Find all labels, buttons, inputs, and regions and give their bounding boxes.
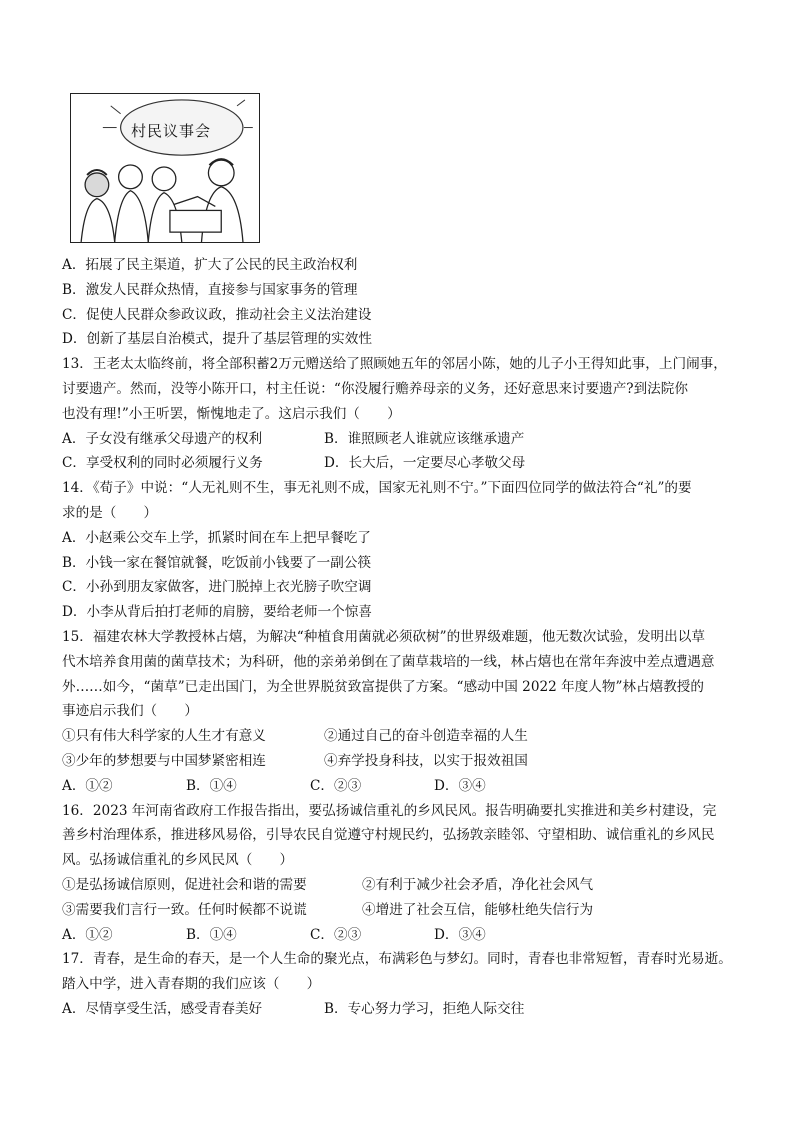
q16-statement-1: ①是弘扬诚信原则，促进社会和谐的需要 [62,876,307,893]
q15-stem-line-1: 15．福建农林大学教授林占熺，为解决“种植食用菌就必须砍树”的世界级难题，他无数次试验，发明出以草 [62,628,705,645]
q13-option-a: A．子女没有继承父母遗产的权利 [62,430,263,447]
q17-options-row-1 [62,997,762,1022]
village-council-cartoon [70,93,260,243]
q15-stem-line-3: 外……如今，“菌草”已走出国门，为全世界脱贫致富提供了方案。“感动中国 2022 年度人物”林占熺教授的 [62,678,704,695]
q12-option-d: D．创新了基层自治模式，提升了基层管理的实效性 [62,331,372,348]
q14-stem-line-1: 14．《荀子》中说：“人无礼则不生，事无礼则不成，国家无礼则不宁。”下面四位同学的做法符合“礼”的要 [62,480,692,497]
q13-stem-line-3: 也没有理!”小王听罢，惭愧地走了。这启示我们（ ） [62,405,401,422]
q17-option-b: B．专心努力学习，拒绝人际交往 [324,1000,525,1017]
q17-stem-line-2: 踏入中学，进入青春期的我们应该（ ） [62,976,321,993]
q15-option-b: B．①④ [186,777,237,794]
cartoon-drawing [71,94,259,242]
q17-stem-line-1: 17．青春，是生命的春天，是一个人生命的聚光点，布满彩色与梦幻。同时，青春也非常短暂，青春时光易逝。 [62,951,732,968]
q15-statement-2: ②通过自己的奋斗创造幸福的人生 [324,728,528,745]
q16-statements-row-1 [62,873,762,898]
q13-stem-line-2: 讨要遗产。然而，没等小陈开口，村主任说：“你没履行赡养母亲的义务，还好意思来讨要遗产?到法院你 [62,380,688,397]
q16-option-a: A．①② [62,926,113,943]
q12-option-b: B．激发人民群众热情，直接参与国家事务的管理 [62,281,358,298]
q14-option-d: D．小李从背后拍打老师的肩膀，要给老师一个惊喜 [62,604,372,621]
q15-statement-3: ③少年的梦想要与中国梦紧密相连 [62,752,266,769]
q14-option-c: C．小孙到朋友家做客，进门脱掉上衣光膀子吹空调 [62,579,372,596]
q16-stem-line-3: 风。弘扬诚信重礼的乡风民风（ ） [62,852,294,869]
q13-option-c: C．享受权利的同时必须履行义务 [62,455,263,472]
q13-option-b: B．谁照顾老人谁就应该继承遗产 [324,430,525,447]
q15-options-row [62,774,762,799]
q13-options-row-2 [62,451,762,476]
cartoon-caption: 村民议事会 [131,122,212,140]
q14-option-a: A．小赵乘公交车上学，抓紧时间在车上把早餐吃了 [62,529,371,546]
q15-option-a: A．①② [62,777,113,794]
q16-statements-row-2 [62,898,762,923]
q16-stem-line-1: 16．2023 年河南省政府工作报告指出，要弘扬诚信重礼的乡风民风。报告明确要扎实推进和美乡村建设，完 [62,802,717,819]
q12-option-a: A．拓展了民主渠道，扩大了公民的民主政治权利 [62,257,358,273]
q14-stem-line-2: 求的是（ ） [62,504,158,521]
q16-option-b: B．①④ [186,926,237,943]
q17-option-a: A．尽情享受生活，感受青春美好 [62,1000,263,1017]
q12-option-c: C．促使人民群众参政议政，推动社会主义法治建设 [62,306,372,323]
q16-statement-4: ④增进了社会互信，能够杜绝失信行为 [362,901,594,918]
q15-statements-row-2 [62,749,762,774]
q15-statement-1: ①只有伟大科学家的人生才有意义 [62,728,266,745]
q15-statements-row-1 [62,724,762,749]
q15-option-c: C．②③ [310,777,362,794]
q15-option-d: D．③④ [434,777,486,794]
q15-statement-4: ④弃学投身科技，以实于报效祖国 [324,752,528,769]
q16-option-c: C．②③ [310,926,362,943]
q16-statement-3: ③需要我们言行一致。任何时候都不说谎 [62,901,307,918]
q16-statement-2: ②有利于减少社会矛盾，净化社会风气 [362,876,594,893]
q15-stem-line-2: 代木培养食用菌的菌草技术；为科研，他的亲弟弟倒在了菌草栽培的一线，林占熺也在常年奔波中差点遭遇意 [62,653,715,670]
q14-option-b: B．小钱一家在餐馆就餐，吃饭前小钱要了一副公筷 [62,554,372,571]
q16-option-d: D．③④ [434,926,486,943]
q16-options-row [62,923,762,948]
q13-stem-line-1: 13．王老太太临终前，将全部积蓄2万元赠送给了照顾她五年的邻居小陈，她的儿子小王得知此事，上门闹事， [62,356,727,373]
question-content [62,253,762,1022]
q13-options-row-1 [62,427,762,452]
q16-stem-line-2: 善乡村治理体系，推进移风易俗，引导农民自觉遵守村规民约，弘扬敦亲睦邻、守望相助、诚信重礼的乡风民 [62,827,715,844]
q15-stem-line-4: 事迹启示我们（ ） [62,703,198,720]
q13-option-d: D．长大后，一定要尽心孝敬父母 [324,455,526,472]
